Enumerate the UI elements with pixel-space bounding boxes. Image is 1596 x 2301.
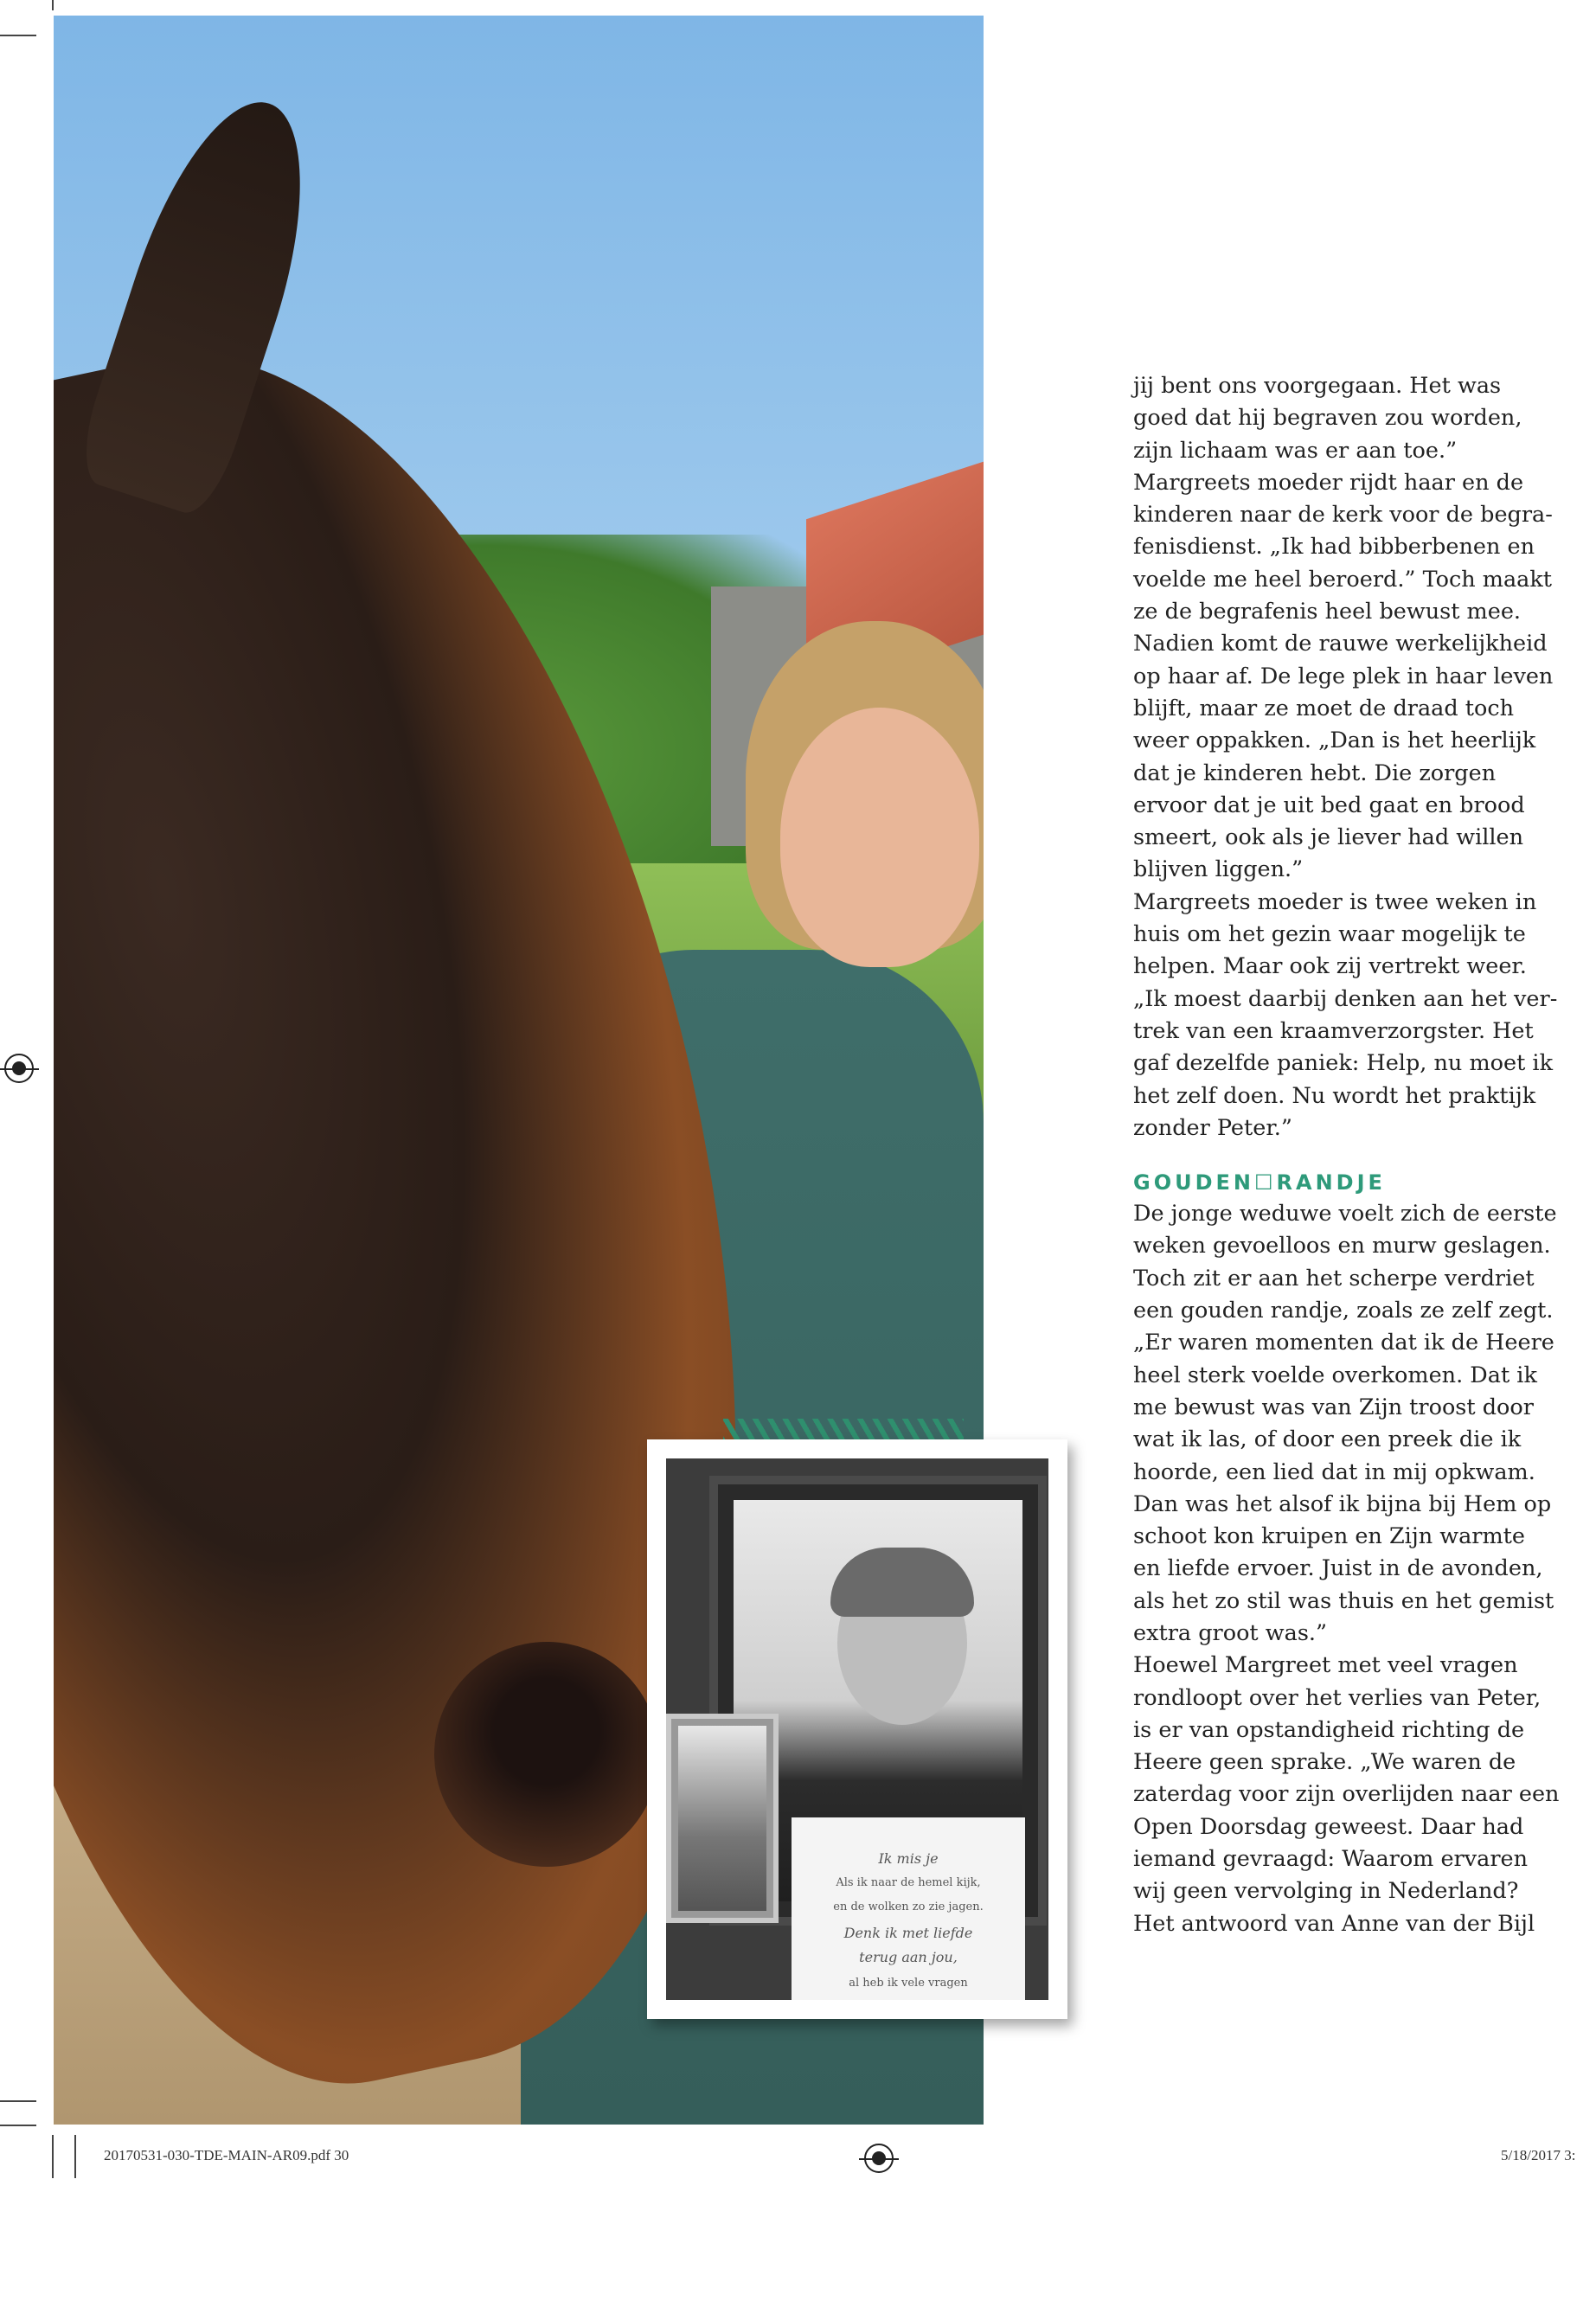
article-line: zonder Peter.” xyxy=(1133,1114,1292,1141)
footer-filename: 20170531-030-TDE-MAIN-AR09.pdf 30 xyxy=(104,2147,349,2163)
crop-mark-bottom-v1 xyxy=(52,2135,54,2178)
article-line: iemand gevraagd: Waarom ervaren xyxy=(1133,1846,1529,1873)
card-line: Ik mis je xyxy=(878,1850,939,1867)
article-line: Nadien komt de rauwe werkelijkheid xyxy=(1133,631,1548,657)
registration-mark-left xyxy=(4,1054,34,1083)
card-line: terug aan jou, xyxy=(859,1949,958,1965)
article-line: als het zo stil was thuis en het gemist xyxy=(1133,1587,1554,1614)
article-line: zaterdag voor zijn overlijden naar een xyxy=(1133,1781,1560,1808)
article-line: zijn lichaam was er aan toe.” xyxy=(1133,437,1458,464)
article-line: op haar af. De lege plek in haar leven xyxy=(1133,663,1554,689)
article-line: ervoor dat je uit bed gaat en brood xyxy=(1133,792,1525,818)
article-line: Margreets moeder is twee weken in xyxy=(1133,888,1537,915)
card-line: en de wolken zo zie jagen. xyxy=(833,1900,984,1913)
article-line: wij geen vervolging in Nederland? xyxy=(1133,1878,1519,1905)
card-line: Denk ik met liefde xyxy=(843,1925,973,1941)
crop-mark-bottom-left-2 xyxy=(0,2125,36,2126)
article-line: dat je kinderen hebt. Die zorgen xyxy=(1133,760,1497,786)
article-paragraph-1 xyxy=(1133,370,1558,1144)
article-line: weer oppakken. „Dan is het heerlijk xyxy=(1133,727,1536,754)
article-line: en liefde ervoer. Juist in de avonden, xyxy=(1133,1555,1543,1582)
small-family-frame xyxy=(666,1714,779,1923)
footer-date: 5/18/2017 3: xyxy=(1501,2147,1576,2163)
article-line: jij bent ons voorgegaan. Het was xyxy=(1133,373,1502,399)
article-line: kinderen naar de kerk voor de begra- xyxy=(1133,502,1553,529)
crop-mark-bottom-v2 xyxy=(74,2135,76,2178)
article-line: Heere geen sprake. „We waren de xyxy=(1133,1749,1516,1776)
article-line: Toch zit er aan het scherpe verdriet xyxy=(1133,1265,1535,1292)
section-heading: GOUDEN☐RANDJE xyxy=(1133,1170,1386,1195)
article-line: fenisdienst. „Ik had bibberbenen en xyxy=(1133,534,1535,561)
article-line: Margreets moeder rijdt haar en de xyxy=(1133,469,1524,496)
article-line: heel sterk voelde overkomen. Dat ik xyxy=(1133,1362,1537,1388)
article-line: schoot kon kruipen en Zijn warmte xyxy=(1133,1523,1526,1550)
article-line: Het antwoord van Anne van der Bijl xyxy=(1133,1910,1535,1937)
crop-mark-top-left-v xyxy=(52,0,54,10)
article-line: is er van opstandigheid richting de xyxy=(1133,1716,1525,1743)
article-line: blijft, maar ze moet de draad toch xyxy=(1133,695,1515,721)
article-line: het zelf doen. Nu wordt het praktijk xyxy=(1133,1082,1536,1109)
photo-horse-nose xyxy=(434,1642,659,1867)
crop-mark-bottom-left xyxy=(0,2100,36,2102)
portrait-hair xyxy=(830,1548,974,1617)
article-line: voelde me heel beroerd.” Toch maakt xyxy=(1133,566,1553,593)
article-line: helpen. Maar ook zij vertrekt weer. xyxy=(1133,953,1527,980)
small-family-photo xyxy=(678,1726,766,1911)
inset-photo xyxy=(647,1439,1067,2019)
article-line: smeert, ook als je liever had willen xyxy=(1133,824,1524,851)
article-line: Open Doorsdag geweest. Daar had xyxy=(1133,1813,1524,1840)
article-line: gaf dezelfde paniek: Help, nu moet ik xyxy=(1133,1050,1554,1077)
article-body xyxy=(1133,370,1560,1940)
card-line: al heb ik vele vragen xyxy=(849,1977,968,1990)
article-line: hoorde, een lied dat in mij opkwam. xyxy=(1133,1458,1535,1485)
article-line: huis om het gezin waar mogelijk te xyxy=(1133,921,1526,948)
crop-mark-top-left xyxy=(0,35,36,36)
article-line: een gouden randje, zoals ze zelf zegt. xyxy=(1133,1298,1554,1324)
article-line: extra groot was.” xyxy=(1133,1619,1328,1646)
article-line: Hoewel Margreet met veel vragen xyxy=(1133,1652,1518,1679)
article-line: me bewust was van Zijn troost door xyxy=(1133,1394,1534,1420)
inset-photo-image xyxy=(666,1458,1048,2000)
article-paragraph-2 xyxy=(1133,1198,1560,1940)
memorial-card xyxy=(792,1817,1025,2000)
article-line: De jonge weduwe voelt zich de eerste xyxy=(1133,1201,1557,1227)
article-line: ze de begrafenis heel bewust mee. xyxy=(1133,599,1522,625)
registration-mark-bottom xyxy=(864,2144,894,2173)
article-line: „Er waren momenten dat ik de Heere xyxy=(1133,1330,1554,1356)
article-line: goed dat hij begraven zou worden, xyxy=(1133,405,1522,432)
article-line: rondloopt over het verlies van Peter, xyxy=(1133,1684,1542,1711)
card-line: Als ik naar de hemel kijk, xyxy=(836,1876,981,1889)
article-line: trek van een kraamverzorgster. Het xyxy=(1133,1017,1534,1044)
article-line: weken gevoelloos en murw geslagen. xyxy=(1133,1233,1551,1259)
photo-woman-face xyxy=(780,708,979,967)
article-line: blijven liggen.” xyxy=(1133,856,1304,883)
article-line: wat ik las, of door een preek die ik xyxy=(1133,1426,1522,1453)
article-line: „Ik moest daarbij denken aan het ver- xyxy=(1133,985,1558,1012)
article-line: Dan was het alsof ik bijna bij Hem op xyxy=(1133,1490,1552,1517)
